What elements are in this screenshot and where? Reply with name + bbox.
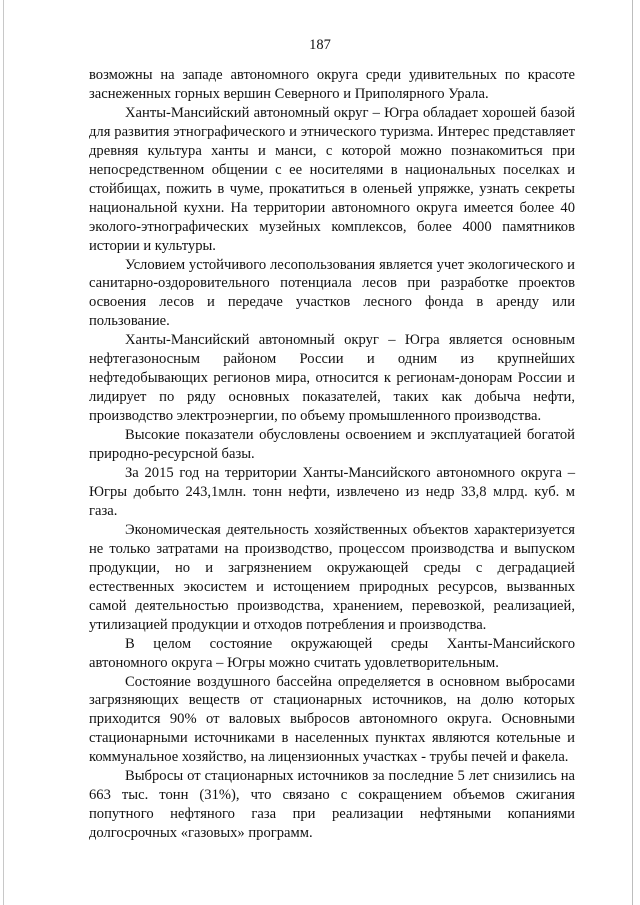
paragraph-ethno-tourism: Ханты-Мансийский автономный округ – Югра обладает хорошей базой для развития этнографического и этнического туризма. Интерес представляет древняя культура ханты и манси, с которой можно познакомиться при непосредственном общении с ее носителями в национальных поселках и стойбищах, пожить в чуме, прокатиться в оленьей упряжке, узнать секреты национальной кухни. На территории автономного округа имеется более 40 эколого-этнографических музейных комплексов, более 4000 памятников истории и культуры.: [89, 104, 575, 254]
paragraph-production-2015: За 2015 год на территории Ханты-Мансийского автономного округа – Югры добыто 243,1млн. тонн нефти, извлечено из недр 33,8 млрд. куб. м газа.: [89, 465, 575, 519]
paragraph-resource-base: Высокие показатели обусловлены освоением и эксплуатацией богатой природно-ресурсной базы.: [89, 427, 575, 463]
paragraph-forest-use: Условием устойчивого лесопользования является учет экологического и санитарно-оздоровительного потенциала лесов при разработке проектов освоения лесов и передаче участков лесного фонда в аренду или пользование.: [89, 256, 575, 330]
paragraph-emissions-reduction: Выбросы от стационарных источников за последние 5 лет снизились на 663 тыс. тонн (31%), что связано с сокращением объемов сжигания попутного нефтяного газа при реализации нефтяными копаниями долгосрочных «газовых» программ.: [89, 768, 575, 842]
body-text: [89, 66, 575, 843]
paragraph-air-basin: Состояние воздушного бассейна определяется в основном выбросами загрязняющих веществ от стационарных источников, на долю которых приходится 90% от валовых выбросов автономного округа. Основными стационарными источниками в населенных пунктах являются котельные и коммунальное хозяйство, на лицензионных участках - трубы печей и факела.: [89, 673, 575, 766]
paragraph-environment-state: В целом состояние окружающей среды Ханты-Мансийского автономного округа – Югры можно считать удовлетворительным.: [89, 635, 575, 671]
scan-left-edge: [3, 0, 4, 905]
paragraph-oil-gas-region: Ханты-Мансийский автономный округ – Югра является основным нефтегазоносным районом России и одним из крупнейших нефтедобывающих регионов мира, относится к регионам-донорам России и лидирует по ряду основных показателей, таких как добыча нефти, производство электроэнергии, по объему промышленного производства.: [89, 332, 575, 425]
paragraph-economic-activity: Экономическая деятельность хозяйственных объектов характеризуется не только затратами на производство, процессом производства и выпуском продукции, но и загрязнением окружающей среды с деградацией естественных экосистем и истощением природных ресурсов, вызванных самой деятельностью производства, хранением, перевозкой, реализацией, утилизацией продукции и отходов потребления и производства.: [89, 521, 575, 633]
paragraph-continuation: возможны на западе автономного округа среди удивительных по красоте заснеженных горных вершин Северного и Приполярного Урала.: [89, 67, 575, 102]
scan-right-edge: [632, 0, 633, 905]
page-number: 187: [309, 37, 331, 53]
